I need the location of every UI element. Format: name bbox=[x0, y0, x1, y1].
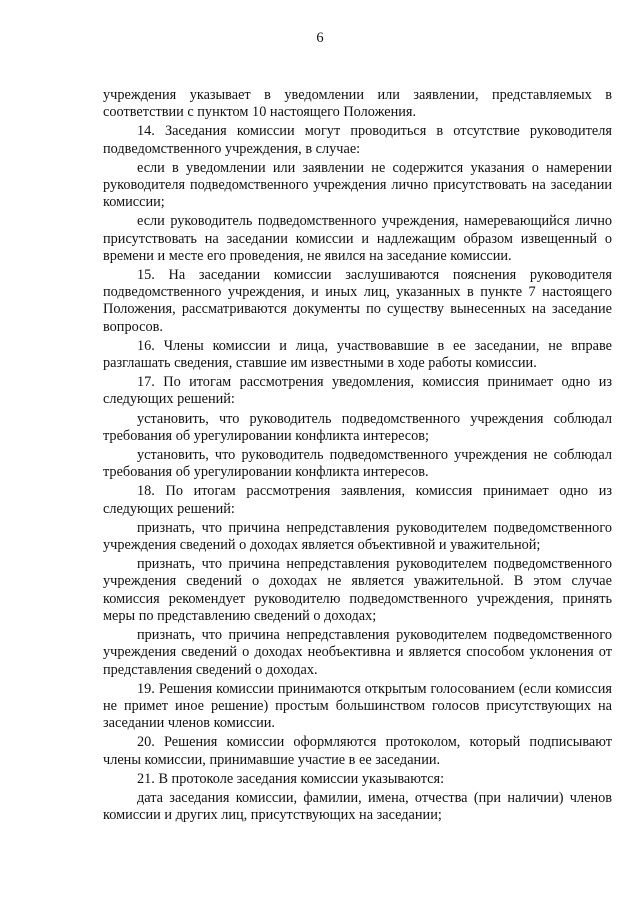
paragraph-item-20: 20. Решения комиссии оформляются протоколом, который подписывают члены комиссии, принимавшие участие в ее заседании. bbox=[103, 734, 612, 768]
paragraph-item-19: 19. Решения комиссии принимаются открытым голосованием (если комиссия не примет иное решение) простым большинством голосов присутствующих на заседании членов комиссии. bbox=[103, 680, 612, 732]
paragraph-item-21: 21. В протоколе заседания комиссии указываются: bbox=[137, 770, 445, 787]
paragraph-continuation: учреждения указывает в уведомлении или заявлении, представляемых в соответствии с пунктом 10 настоящего Положения. bbox=[103, 87, 612, 121]
paragraph-item-14: 14. Заседания комиссии могут проводиться в отсутствие руководителя подведомственного учреждения, в случае: bbox=[103, 123, 612, 157]
paragraph-item-17: 17. По итогам рассмотрения уведомления, комиссия принимает одно из следующих решений: bbox=[103, 374, 612, 408]
paragraph-item-17-decision-1: установить, что руководитель подведомственного учреждения соблюдал требования об урегулировании конфликта интересов; bbox=[103, 410, 612, 444]
paragraph-item-18-decision-2: признать, что причина непредставления руководителем подведомственного учреждения сведений о доходах не является уважительной. В этом случае комиссия рекомендует руководителю подведомственного учреждения, принять меры по представлению сведений о доходах; bbox=[103, 556, 612, 624]
paragraph-item-17-decision-2: установить, что руководитель подведомственного учреждения не соблюдал требования об урегулировании конфликта интересов. bbox=[103, 447, 612, 481]
paragraph-item-16: 16. Члены комиссии и лица, участвовавшие в ее заседании, не вправе разглашать сведения, ставшие им известными в ходе работы комиссии. bbox=[103, 337, 612, 372]
document-body bbox=[103, 87, 612, 826]
paragraph-item-14-case-2: если руководитель подведомственного учреждения, намеревающийся лично присутствовать на заседании комиссии и надлежащим образом извещенный о времени и месте его проведения, не явился на заседание комиссии. bbox=[103, 213, 612, 264]
paragraph-item-18-decision-1: признать, что причина непредставления руководителем подведомственного учреждения сведений о доходах является объективной и уважительной; bbox=[103, 519, 612, 554]
paragraph-item-18-decision-3: признать, что причина непредставления руководителем подведомственного учреждения сведений о доходах необъективна и является способом уклонения от представления сведений о доходах. bbox=[103, 627, 612, 678]
page-number: 6 bbox=[316, 30, 324, 46]
paragraph-item-15: 15. На заседании комиссии заслушиваются пояснения руководителя подведомственного учреждения, и иных лиц, указанных в пункте 7 настоящего Положения, рассматриваются документы по существу вынесенных на заседание вопросов. bbox=[103, 267, 612, 335]
paragraph-item-14-case-1: если в уведомлении или заявлении не содержится указания о намерении руководителя подведомственного учреждения лично присутствовать на заседании комиссии; bbox=[103, 159, 612, 211]
paragraph-item-18: 18. По итогам рассмотрения заявления, комиссия принимает одно из следующих решений: bbox=[103, 483, 612, 517]
paragraph-item-21-entry-1: дата заседания комиссии, фамилии, имена, отчества (при наличии) членов комиссии и других лиц, присутствующих на заседании; bbox=[103, 789, 612, 824]
